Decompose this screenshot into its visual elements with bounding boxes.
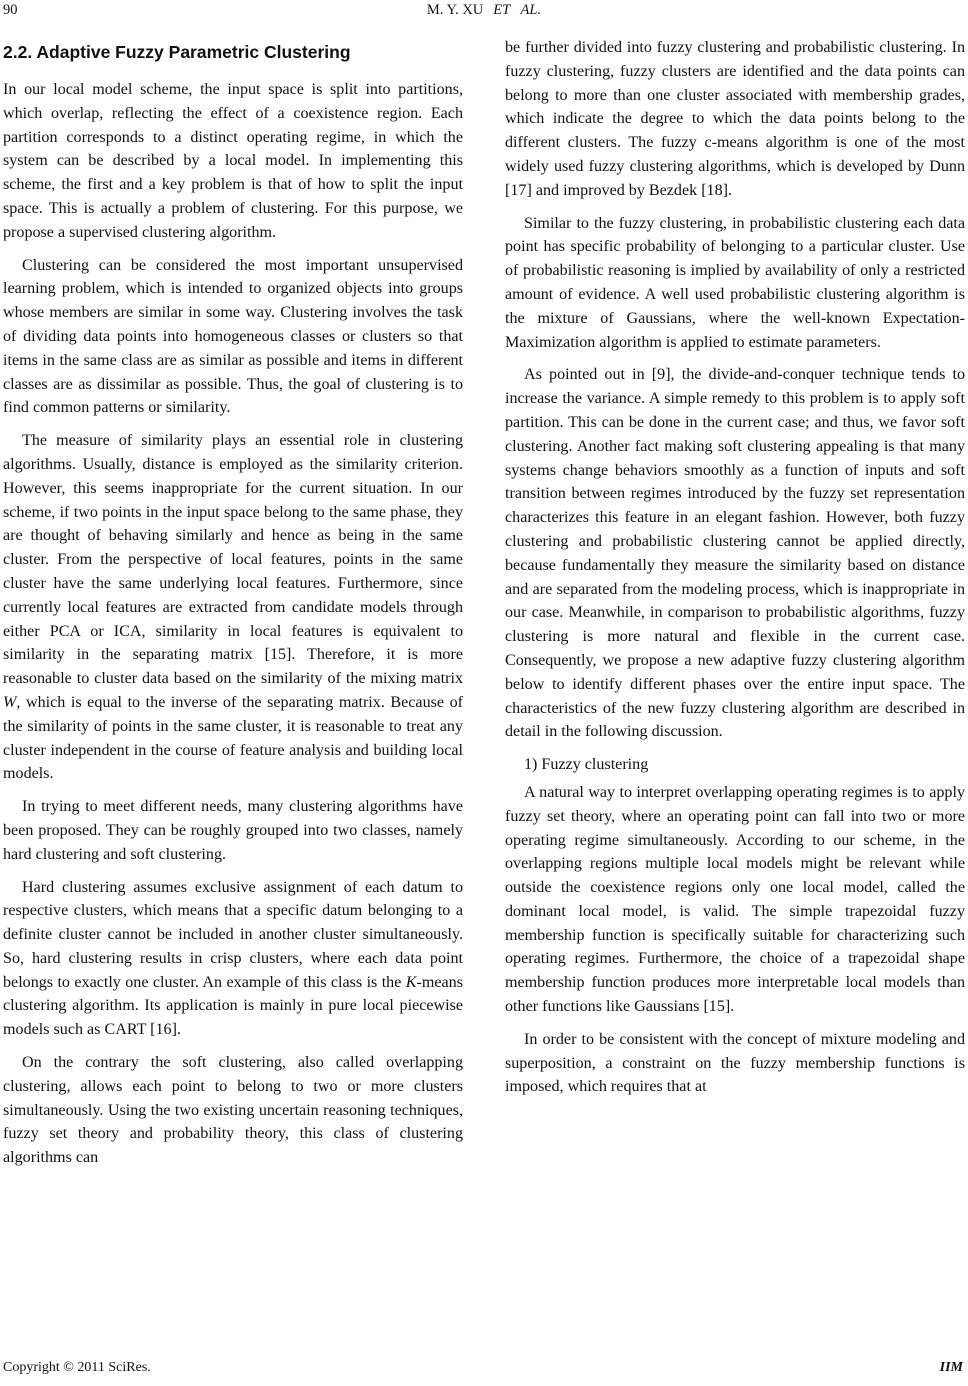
paragraph: Similar to the fuzzy clustering, in probabilistic clustering each data point has specific probability of belonging to a particular cluster. Use of probabilistic reasoning is implied by availability of only a restricted amount of evidence. A well used probabilistic clustering algorithm is the mixture of Gaussians, where the well-known Expectation-Maximization algorithm is applied to estimate parameters. bbox=[505, 214, 965, 351]
paragraph: In order to be consistent with the concept of mixture modeling and superposition, a constraint on the fuzzy membership functions is imposed, which requires that at bbox=[505, 1030, 965, 1096]
paragraph: As pointed out in [9], the divide-and-conquer technique tends to increase the variance. A simple remedy to this problem is to apply soft partition. This can be done in the current case; and thus, we favor soft clustering. Another fact making soft clustering appealing is that many systems change behaviors smoothly as a function of inputs and soft transition between regimes introduced by the fuzzy set representation characterizes this feature in an elegant fashion. However, both fuzzy clustering and probabilistic clustering cannot be applied directly, because fundamentally they measure the similarity based on distance and are separated from the modeling process, which is inappropriate in our case. Meanwhile, in comparison to probabilistic algorithms, fuzzy clustering is more natural and flexible in the current case. Consequently, we propose a new adaptive fuzzy clustering algorithm below to identify different phases over the entire input space. The characteristics of the new fuzzy clustering algorithm are described in detail in the following discussion. bbox=[505, 366, 965, 741]
journal-abbreviation: IIM bbox=[939, 1360, 963, 1375]
right-column bbox=[505, 36, 965, 1108]
section-heading: 2.2. Adaptive Fuzzy Parametric Clustering bbox=[3, 42, 351, 62]
left-column bbox=[3, 36, 463, 1179]
paragraph bbox=[3, 429, 463, 786]
paragraph: In our local model scheme, the input space is split into partitions, which overlap, reflecting the effect of a coexistence region. Each partition corresponds to a distinct operating regime, in which the system can be described by a local model. In implementing this scheme, the first and a key problem is that of how to split the input space. This is actually a problem of clustering. For this purpose, we propose a supervised clustering algorithm. bbox=[3, 81, 463, 241]
text-run: -means clustering algorithm. Its application is mainly in pure local piecewise models such as CART [16]. bbox=[3, 973, 463, 1039]
paragraph bbox=[3, 876, 463, 1043]
running-head-et-al: ET AL. bbox=[493, 2, 542, 18]
running-head-authors: M. Y. XU bbox=[426, 2, 484, 18]
paragraph: On the contrary the soft clustering, also called overlapping clustering, allows each point to belong to two or more clusters simultaneously. Using the two existing uncertain reasoning techniques, fuzzy set theory and probability theory, this class of clustering algorithms can bbox=[3, 1054, 463, 1167]
subsection-heading: 1) Fuzzy clustering bbox=[524, 756, 649, 774]
text-run: The measure of similarity plays an essential role in clustering algorithms. Usually, distance is employed as the similarity criterion. However, this seems inappropriate for the current situation. In our scheme, if two points in the input space belong to the same phase, they are thought of behaving similarly and hence as being in the same cluster. From the perspective of local features, points in the same cluster have the same underlying local features. Furthermore, since currently local features are extracted from candidate models through either PCA or ICA, similarity in local features is equivalent to similarity in the separating matrix [15]. Therefore, it is more reasonable to cluster data based on the similarity of the mixing matrix bbox=[3, 432, 463, 688]
math-symbol-w: W bbox=[3, 693, 17, 711]
page-footer bbox=[0, 1360, 968, 1384]
math-symbol-k: K bbox=[405, 973, 417, 991]
paragraph: be further divided into fuzzy clustering and probabilistic clustering. In fuzzy clustering, fuzzy clusters are identified and the data points can belong to more than one cluster associated with membership grades, which indicate the degree to which the data points belong to the different clusters. The fuzzy c-means algorithm is one of the most widely used fuzzy clustering algorithms, which is developed by Dunn [17] and improved by Bezdek [18]. bbox=[505, 39, 965, 199]
paragraph: A natural way to interpret overlapping operating regimes is to apply fuzzy set theory, where an operating point can fall into two or more operating regime simultaneously. According to our scheme, in the overlapping regions multiple local models might be relevant while outside the coexistence regions only one local model, called the dominant local model, is valid. The simple trapezoidal fuzzy membership function is specifically suitable for characterizing such operating regimes. Furthermore, the choice of a trapezoidal shape membership function produces more interpretable local models than other functions like Gaussians [15]. bbox=[505, 783, 965, 1016]
copyright-notice: Copyright © 2011 SciRes. bbox=[3, 1360, 151, 1375]
paragraph: In trying to meet different needs, many clustering algorithms have been proposed. They can be roughly grouped into two classes, namely hard clustering and soft clustering. bbox=[3, 798, 463, 863]
page-number: 90 bbox=[3, 2, 18, 18]
page-header bbox=[0, 0, 968, 30]
text-run: Hard clustering assumes exclusive assignment of each datum to respective clusters, which means that a specific datum belonging to a definite cluster cannot be included in another cluster simultaneously. So, hard clustering results in crisp clusters, where each data point belongs to exactly one cluster. An example of this class is the bbox=[3, 878, 463, 991]
running-head bbox=[0, 2, 968, 19]
paragraph: Clustering can be considered the most important unsupervised learning problem, which is intended to organized objects into groups whose members are similar in some way. Clustering involves the task of dividing data points into homogeneous classes or clusters so that items in the same class are as similar as possible and items in different classes are as dissimilar as possible. Thus, the goal of clustering is to find common patterns or similarity. bbox=[3, 256, 463, 417]
text-run: , which is equal to the inverse of the separating matrix. Because of the similarity of points in the same cluster, it is reasonable to treat any cluster independent in the course of feature analysis and building local models. bbox=[3, 693, 463, 783]
